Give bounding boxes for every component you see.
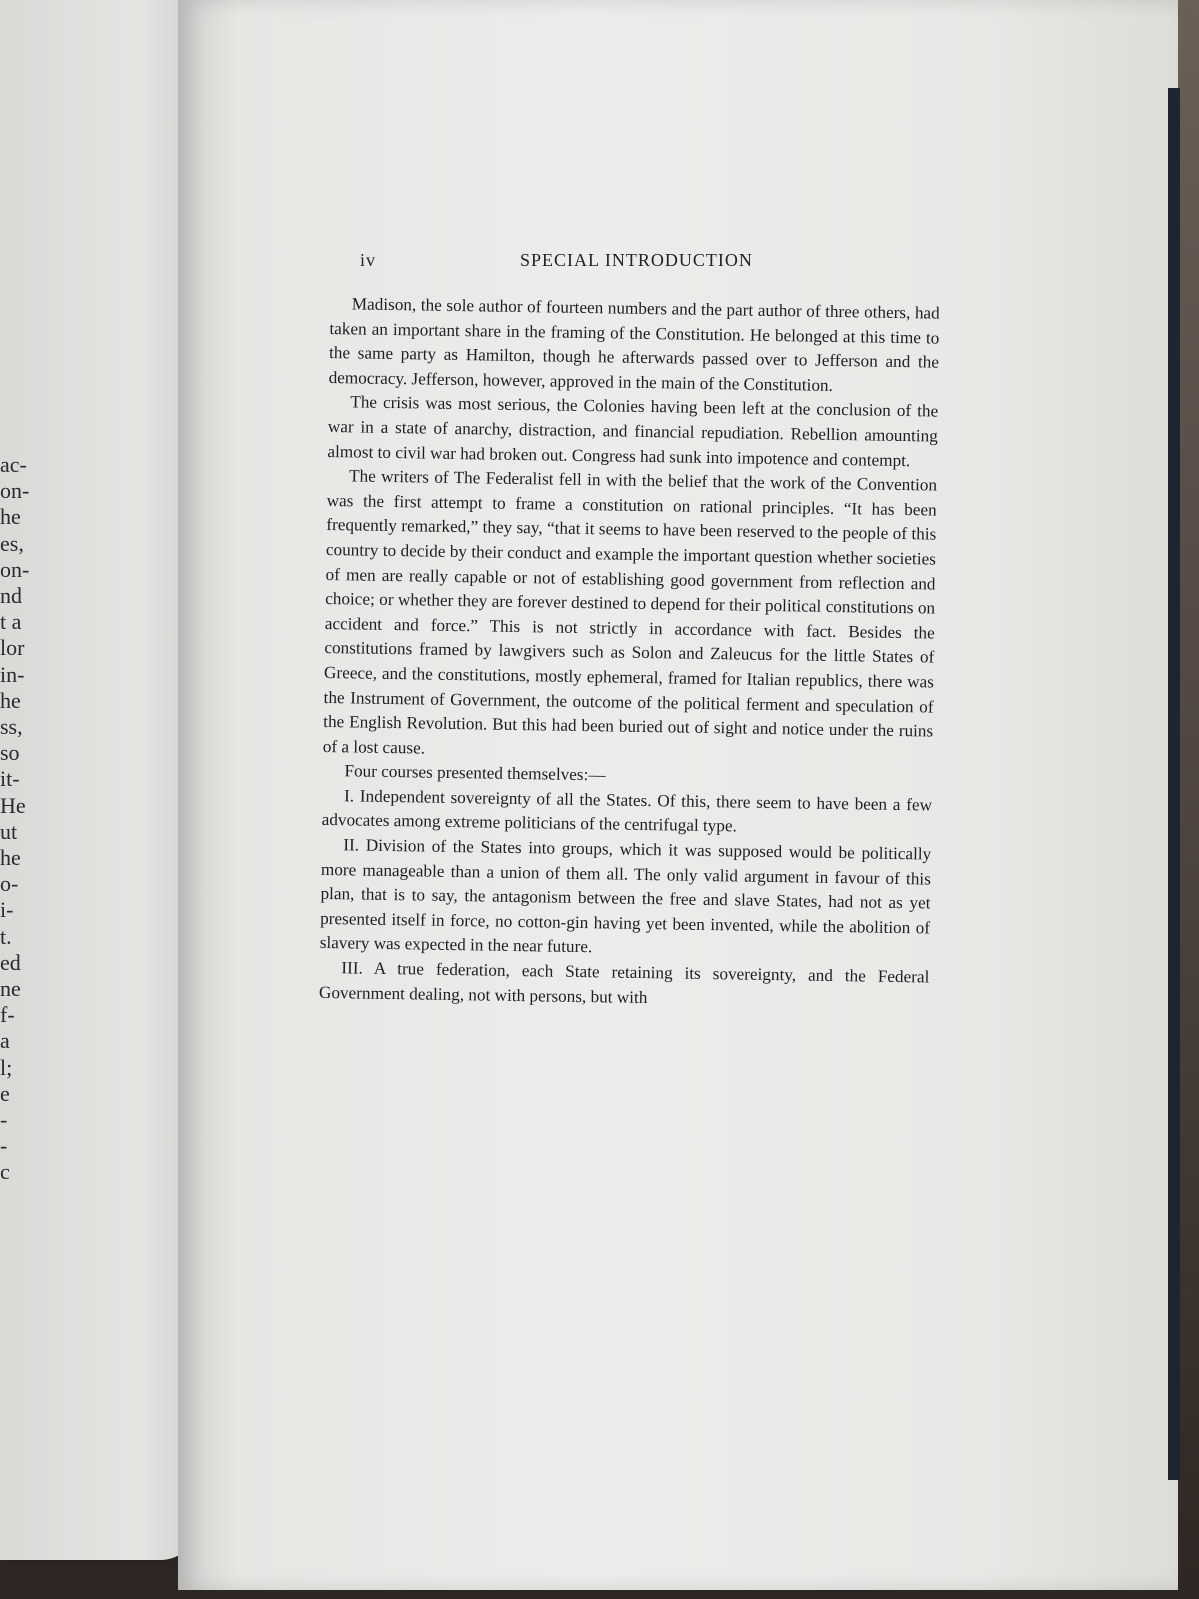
left-edge-fragment: he (0, 687, 21, 713)
left-edge-fragment: he (0, 845, 21, 870)
page-number: iv (360, 250, 377, 270)
book-edge-strip (1168, 88, 1180, 1480)
left-edge-fragment: es, (0, 530, 24, 556)
left-edge-fragment: o- (0, 871, 19, 897)
left-edge-fragment: c (0, 1159, 10, 1185)
left-edge-fragment: nd (0, 583, 22, 608)
left-edge-fragment: t a (0, 609, 22, 635)
left-edge-fragment: a (0, 1028, 10, 1054)
left-edge-fragment: lor (0, 635, 25, 661)
left-edge-fragment: ss, (0, 714, 23, 739)
left-edge-fragment: He (0, 792, 26, 818)
left-edge-fragment: l; (0, 1054, 13, 1080)
left-edge-fragment: i- (0, 897, 14, 923)
left-edge-fragment: ed (0, 949, 21, 975)
paragraph-course-one: I. Independent sovereignty of all the States. Of this, there seem to have been a few advocates among extreme politicians of the centrifugal type. (321, 786, 933, 836)
body-text (319, 292, 940, 1015)
left-page (0, 0, 200, 1560)
left-edge-fragment: t. (0, 923, 12, 949)
paragraph-course-three: III. A true federation, each State retaining its sovereignty, and the Federal Government dealing, not with persons, but with (318, 958, 930, 1007)
left-edge-fragment: e (0, 1080, 10, 1106)
left-edge-fragment: in- (0, 661, 25, 687)
left-edge-fragment: - (0, 1107, 8, 1132)
paragraph-madison: Madison, the sole author of fourteen numbers and the part author of three others, had taken an important share in the framing of the Constitution. He belonged at this time to the same party as Hamilton, though he afterwards passed over to Jefferson and the democracy. Jefferson, however, approved in the main of the Constitution. (328, 294, 940, 395)
left-edge-fragment: f- (0, 1002, 15, 1028)
paragraph-crisis: The crisis was most serious, the Colonies having been left at the conclusion of the war in a state of anarchy, distraction, and financial repudiation. Rebellion amounting almost to civil war had broken out. Congress had sunk into impotence and contempt. (327, 392, 939, 470)
left-edge-fragment: ut (0, 818, 18, 844)
left-edge-fragment: ne (0, 976, 21, 1001)
paragraph-federalist: The writers of The Federalist fell in with the belief that the work of the Convention was the first attempt to frame a constitution on rational principles. “It has been frequently remarked,” they say, “that it seems to have been reserved to the people of this country to decide by their conduct and example the important question whether societies of men are really capable or not of establishing good government from reflection and choice; or whether they are forever destined to depend for their political constitutions on accident and force.” This is not strictly in accordance with fact. Besides the constitutions framed by lawgivers such as Solon and Zaleucus for the little States of Greece, and the constitutions, mostly ephemeral, framed for Italian republics, there was the Instrument of Government, the outcome of the political ferment and speculation of the English Revolution. But this had been buried out of sight and notice under the ruins of a lost cause. (322, 466, 938, 758)
left-edge-fragment: on- (0, 556, 30, 582)
page-title: SPECIAL INTRODUCTION (520, 250, 753, 270)
left-edge-fragment: ac- (0, 452, 27, 477)
left-edge-fragment: so (0, 740, 20, 766)
paragraph-four-courses: Four courses presented themselves:— (344, 761, 606, 785)
paragraph-course-two: II. Division of the States into groups, which it was supposed would be politically more manageable than a union of them all. The only valid argument in favour of this plan, that is to say, the antagonism between the free and slave States, had not as yet presented itself in force, no cotton-gin having yet been invented, while the abolition of slavery was expected in the near future. (319, 835, 932, 957)
left-edge-fragment: on- (0, 478, 30, 504)
left-edge-fragment: it- (0, 766, 20, 792)
left-edge-fragment: - (0, 1133, 8, 1159)
left-edge-fragment: he (0, 504, 21, 530)
